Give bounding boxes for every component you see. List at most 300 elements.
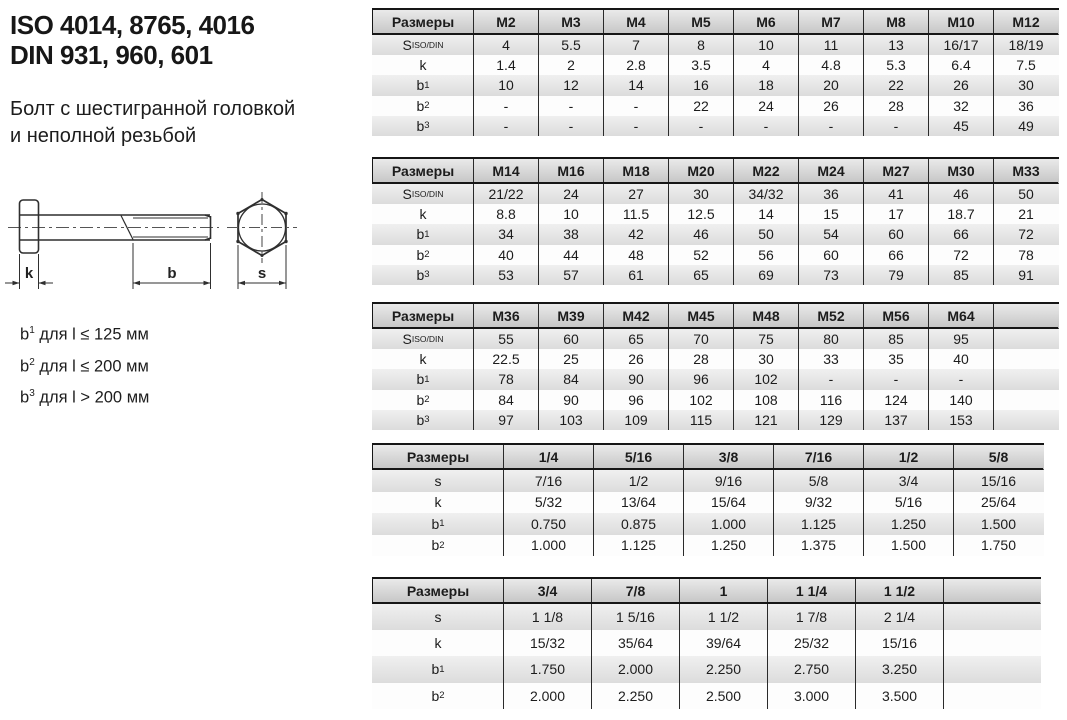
value-cell: 14: [733, 204, 798, 224]
value-cell: -: [863, 116, 928, 136]
value-cell: 90: [603, 369, 668, 389]
arrowhead: [279, 281, 286, 286]
value-cell: 11: [798, 35, 863, 55]
value-cell: 96: [668, 369, 733, 389]
value-cell: 26: [603, 349, 668, 369]
value-cell: 25/32: [767, 630, 855, 656]
value-cell: 2.250: [679, 656, 767, 682]
value-cell: 5/32: [503, 492, 593, 514]
column-header: M2: [473, 10, 538, 33]
row-label: k: [434, 494, 442, 511]
column-header: M18: [603, 159, 668, 182]
value-cell: 22: [863, 75, 928, 95]
value-cell: 2.250: [591, 683, 679, 709]
value-cell: 91: [993, 265, 1058, 285]
value-cell: 108: [733, 390, 798, 410]
table-row: [372, 683, 1041, 709]
column-header: 3/4: [503, 579, 591, 602]
value-cell: 8: [668, 35, 733, 55]
value-cell: 70: [668, 329, 733, 349]
value-cell: 2.8: [603, 55, 668, 75]
value-cell: 9/16: [683, 470, 773, 492]
value-cell: 66: [928, 224, 993, 244]
value-cell: 1.375: [773, 535, 863, 557]
row-label: b 1: [431, 661, 445, 678]
value-cell: 26: [928, 75, 993, 95]
value-cell: 21: [993, 204, 1058, 224]
table-row: [372, 245, 1059, 265]
column-header: 3/8: [683, 445, 773, 468]
row-label: b 1: [416, 77, 430, 94]
row-label: k: [434, 635, 442, 652]
value-cell: -: [603, 96, 668, 116]
dim-label-b: b: [167, 265, 177, 282]
row-label: b 3: [416, 117, 430, 134]
table-row: [372, 390, 1059, 410]
row-label: k: [419, 206, 427, 223]
value-cell: 60: [863, 224, 928, 244]
value-cell: 109: [603, 410, 668, 430]
value-cell: 79: [863, 265, 928, 285]
value-cell: 32: [928, 96, 993, 116]
value-cell: 2.000: [503, 683, 591, 709]
value-cell: 78: [993, 245, 1058, 265]
row-label: b 2: [431, 687, 445, 704]
footnote: $b^2$ для l ≤ 200 мм: [20, 356, 149, 375]
table-row: [372, 630, 1041, 656]
arrowhead: [204, 281, 211, 286]
value-cell: 84: [538, 369, 603, 389]
value-cell: -: [668, 116, 733, 136]
value-cell: 41: [863, 184, 928, 204]
value-cell: [993, 349, 1058, 369]
row-label: b 3: [416, 411, 430, 428]
corner-label: Размеры: [391, 13, 455, 30]
value-cell: 1/2: [593, 470, 683, 492]
table-row: [372, 492, 1044, 514]
row-label: s: [434, 609, 442, 626]
value-cell: -: [798, 116, 863, 136]
value-cell: 13/64: [593, 492, 683, 514]
value-cell: 14: [603, 75, 668, 95]
row-label: S ISO/DIN: [402, 331, 444, 348]
value-cell: 65: [603, 329, 668, 349]
column-header: M14: [473, 159, 538, 182]
dimensions-table-4: [372, 443, 1044, 556]
value-cell: 33: [798, 349, 863, 369]
value-cell: 75: [733, 329, 798, 349]
table-row: [372, 410, 1059, 430]
column-header: M42: [603, 304, 668, 327]
value-cell: 5/16: [863, 492, 953, 514]
table-row: [372, 116, 1059, 136]
column-header: 5/8: [953, 445, 1043, 468]
value-cell: 153: [928, 410, 993, 430]
table-row: [372, 304, 1059, 329]
row-label: S ISO/DIN: [402, 37, 444, 54]
title-block: [10, 10, 360, 150]
value-cell: 1 1/8: [503, 604, 591, 630]
value-cell: 40: [473, 245, 538, 265]
column-header: M36: [473, 304, 538, 327]
value-cell: 7: [603, 35, 668, 55]
value-cell: 30: [733, 349, 798, 369]
value-cell: 1.000: [503, 535, 593, 557]
value-cell: 1.4: [473, 55, 538, 75]
value-cell: 73: [798, 265, 863, 285]
row-label: k: [419, 351, 427, 368]
value-cell: 18.7: [928, 204, 993, 224]
value-cell: 3.250: [855, 656, 943, 682]
value-cell: 56: [733, 245, 798, 265]
value-cell: [993, 410, 1058, 430]
row-label: b 2: [416, 391, 430, 408]
value-cell: 9/32: [773, 492, 863, 514]
bolt-head-side: [20, 200, 39, 253]
value-cell: 65: [668, 265, 733, 285]
column-header: M45: [668, 304, 733, 327]
table-row: [372, 75, 1059, 95]
row-label: b 1: [416, 226, 430, 243]
dimensions-table-1: [372, 8, 1059, 136]
arrowhead: [133, 281, 140, 286]
column-header: 5/16: [593, 445, 683, 468]
value-cell: 129: [798, 410, 863, 430]
table-row: [372, 10, 1059, 35]
corner-label: Размеры: [406, 582, 470, 599]
value-cell: 96: [603, 390, 668, 410]
column-header: 1 1/2: [855, 579, 943, 602]
column-header: M16: [538, 159, 603, 182]
dim-label-s: s: [257, 265, 267, 282]
value-cell: 85: [863, 329, 928, 349]
value-cell: [993, 369, 1058, 389]
value-cell: 15: [798, 204, 863, 224]
value-cell: -: [733, 116, 798, 136]
value-cell: 46: [668, 224, 733, 244]
value-cell: 15/16: [855, 630, 943, 656]
value-cell: -: [473, 96, 538, 116]
value-cell: 97: [473, 410, 538, 430]
value-cell: 1 1/2: [679, 604, 767, 630]
column-header: M39: [538, 304, 603, 327]
table-row: [372, 445, 1044, 470]
row-label: b 1: [416, 371, 430, 388]
column-header: 7/16: [773, 445, 863, 468]
value-cell: 16: [668, 75, 733, 95]
value-cell: -: [928, 369, 993, 389]
value-cell: [993, 390, 1058, 410]
arrowhead: [13, 281, 20, 286]
value-cell: 3.5: [668, 55, 733, 75]
value-cell: 55: [473, 329, 538, 349]
dimensions-table-5: [372, 577, 1041, 709]
column-header: [943, 579, 1040, 602]
subtitle-line1: Болт с шестигранной головкой: [10, 98, 296, 120]
value-cell: 72: [993, 224, 1058, 244]
value-cell: 2.750: [767, 656, 855, 682]
value-cell: 40: [928, 349, 993, 369]
column-header: M3: [538, 10, 603, 33]
table-row: [372, 604, 1041, 630]
column-header: M27: [863, 159, 928, 182]
value-cell: 1.125: [773, 513, 863, 535]
value-cell: 30: [993, 75, 1058, 95]
row-label: k: [419, 57, 427, 74]
table-row: [372, 369, 1059, 389]
column-header: 1/4: [503, 445, 593, 468]
value-cell: 22.5: [473, 349, 538, 369]
value-cell: 39/64: [679, 630, 767, 656]
table-row: [372, 329, 1059, 349]
value-cell: 48: [603, 245, 668, 265]
value-cell: 1 5/16: [591, 604, 679, 630]
value-cell: 24: [538, 184, 603, 204]
value-cell: 116: [798, 390, 863, 410]
value-cell: [943, 630, 1040, 656]
value-cell: 85: [928, 265, 993, 285]
value-cell: 16/17: [928, 35, 993, 55]
page-title-iso: ISO 4014, 8765, 4016: [10, 10, 255, 40]
column-header: 1 1/4: [767, 579, 855, 602]
column-header: M12: [993, 10, 1058, 33]
value-cell: 1.500: [953, 513, 1043, 535]
value-cell: 36: [798, 184, 863, 204]
value-cell: 35: [863, 349, 928, 369]
value-cell: 50: [993, 184, 1058, 204]
table-row: [372, 55, 1059, 75]
value-cell: 115: [668, 410, 733, 430]
value-cell: 7/16: [503, 470, 593, 492]
table-row: [372, 184, 1059, 204]
value-cell: 1.500: [863, 535, 953, 557]
value-cell: 3.500: [855, 683, 943, 709]
value-cell: 5/8: [773, 470, 863, 492]
row-label: b 2: [431, 537, 445, 554]
subtitle-line2: и неполной резьбой: [10, 125, 197, 147]
value-cell: 57: [538, 265, 603, 285]
column-header: 1: [679, 579, 767, 602]
value-cell: 28: [863, 96, 928, 116]
dimensions-table-3: [372, 302, 1059, 430]
value-cell: 20: [798, 75, 863, 95]
value-cell: 4: [733, 55, 798, 75]
column-header: M52: [798, 304, 863, 327]
bolt-side-view: [8, 200, 219, 253]
value-cell: 27: [603, 184, 668, 204]
corner-label: Размеры: [391, 162, 455, 179]
table-row: [372, 535, 1044, 557]
value-cell: 103: [538, 410, 603, 430]
bolt-drawing: [0, 185, 335, 310]
value-cell: 45: [928, 116, 993, 136]
value-cell: 5.3: [863, 55, 928, 75]
value-cell: 46: [928, 184, 993, 204]
column-header: M56: [863, 304, 928, 327]
column-header: M33: [993, 159, 1058, 182]
table-row: [372, 579, 1041, 604]
value-cell: 3/4: [863, 470, 953, 492]
value-cell: 18/19: [993, 35, 1058, 55]
value-cell: 13: [863, 35, 928, 55]
value-cell: 12: [538, 75, 603, 95]
value-cell: 2: [538, 55, 603, 75]
table-row: [372, 470, 1044, 492]
footnotes: [20, 317, 149, 412]
row-label: b 3: [416, 266, 430, 283]
value-cell: -: [473, 116, 538, 136]
dimensions-table-2: [372, 157, 1059, 285]
value-cell: [943, 656, 1040, 682]
value-cell: 95: [928, 329, 993, 349]
value-cell: [943, 683, 1040, 709]
column-header: M48: [733, 304, 798, 327]
value-cell: 2.000: [591, 656, 679, 682]
value-cell: 1.000: [683, 513, 773, 535]
value-cell: 10: [473, 75, 538, 95]
column-header: 1/2: [863, 445, 953, 468]
table-row: [372, 35, 1059, 55]
value-cell: 34: [473, 224, 538, 244]
value-cell: 11.5: [603, 204, 668, 224]
table-row: [372, 349, 1059, 369]
footnote: $b^1$ для l ≤ 125 мм: [20, 325, 149, 344]
value-cell: 18: [733, 75, 798, 95]
value-cell: 10: [733, 35, 798, 55]
value-cell: 2 1/4: [855, 604, 943, 630]
row-label: s: [434, 472, 442, 489]
value-cell: 6.4: [928, 55, 993, 75]
value-cell: 5.5: [538, 35, 603, 55]
arrowhead: [238, 281, 245, 286]
value-cell: 54: [798, 224, 863, 244]
corner-label: Размеры: [406, 448, 470, 465]
value-cell: 84: [473, 390, 538, 410]
value-cell: 49: [993, 116, 1058, 136]
value-cell: 25/64: [953, 492, 1043, 514]
value-cell: 1.125: [593, 535, 683, 557]
row-label: b 2: [416, 246, 430, 263]
value-cell: 69: [733, 265, 798, 285]
table-row: [372, 96, 1059, 116]
value-cell: 36: [993, 96, 1058, 116]
value-cell: 15/32: [503, 630, 591, 656]
value-cell: 4.8: [798, 55, 863, 75]
column-header: M7: [798, 10, 863, 33]
value-cell: -: [603, 116, 668, 136]
value-cell: 1.250: [683, 535, 773, 557]
column-header: M22: [733, 159, 798, 182]
value-cell: 24: [733, 96, 798, 116]
value-cell: 60: [798, 245, 863, 265]
value-cell: 53: [473, 265, 538, 285]
value-cell: -: [863, 369, 928, 389]
page-title-din: DIN 931, 960, 601: [10, 40, 213, 70]
value-cell: 28: [668, 349, 733, 369]
value-cell: 1 7/8: [767, 604, 855, 630]
value-cell: 124: [863, 390, 928, 410]
value-cell: 66: [863, 245, 928, 265]
footnote: $b^3$ для l > 200 мм: [20, 388, 150, 407]
value-cell: 0.750: [503, 513, 593, 535]
arrowhead: [39, 281, 46, 286]
value-cell: 44: [538, 245, 603, 265]
column-header: M24: [798, 159, 863, 182]
value-cell: 121: [733, 410, 798, 430]
value-cell: -: [538, 116, 603, 136]
column-header: 7/8: [591, 579, 679, 602]
table-row: [372, 159, 1059, 184]
value-cell: 1.750: [953, 535, 1043, 557]
value-cell: 78: [473, 369, 538, 389]
value-cell: 102: [733, 369, 798, 389]
column-header: M10: [928, 10, 993, 33]
value-cell: [943, 604, 1040, 630]
value-cell: 34/32: [733, 184, 798, 204]
column-header: M5: [668, 10, 733, 33]
value-cell: 42: [603, 224, 668, 244]
value-cell: 7.5: [993, 55, 1058, 75]
value-cell: 8.8: [473, 204, 538, 224]
value-cell: -: [798, 369, 863, 389]
value-cell: 90: [538, 390, 603, 410]
value-cell: 17: [863, 204, 928, 224]
value-cell: 0.875: [593, 513, 683, 535]
column-header: M30: [928, 159, 993, 182]
table-row: [372, 265, 1059, 285]
value-cell: 140: [928, 390, 993, 410]
value-cell: 2.500: [679, 683, 767, 709]
table-row: [372, 224, 1059, 244]
row-label: b 2: [416, 97, 430, 114]
value-cell: 15/16: [953, 470, 1043, 492]
value-cell: 30: [668, 184, 733, 204]
column-header: M4: [603, 10, 668, 33]
value-cell: 137: [863, 410, 928, 430]
value-cell: 12.5: [668, 204, 733, 224]
value-cell: 61: [603, 265, 668, 285]
value-cell: [993, 329, 1058, 349]
table-row: [372, 513, 1044, 535]
value-cell: 60: [538, 329, 603, 349]
value-cell: 50: [733, 224, 798, 244]
value-cell: 21/22: [473, 184, 538, 204]
column-header: [993, 304, 1058, 327]
column-header: M64: [928, 304, 993, 327]
column-header: M6: [733, 10, 798, 33]
value-cell: 1.250: [863, 513, 953, 535]
dim-label-k: k: [24, 265, 34, 282]
corner-label: Размеры: [391, 307, 455, 324]
value-cell: 10: [538, 204, 603, 224]
value-cell: 25: [538, 349, 603, 369]
value-cell: 22: [668, 96, 733, 116]
value-cell: -: [538, 96, 603, 116]
value-cell: 1.750: [503, 656, 591, 682]
value-cell: 80: [798, 329, 863, 349]
value-cell: 3.000: [767, 683, 855, 709]
value-cell: 35/64: [591, 630, 679, 656]
table-row: [372, 656, 1041, 682]
value-cell: 52: [668, 245, 733, 265]
column-header: M8: [863, 10, 928, 33]
value-cell: 102: [668, 390, 733, 410]
row-label: b 1: [431, 515, 445, 532]
value-cell: 15/64: [683, 492, 773, 514]
column-header: M20: [668, 159, 733, 182]
value-cell: 4: [473, 35, 538, 55]
table-row: [372, 204, 1059, 224]
